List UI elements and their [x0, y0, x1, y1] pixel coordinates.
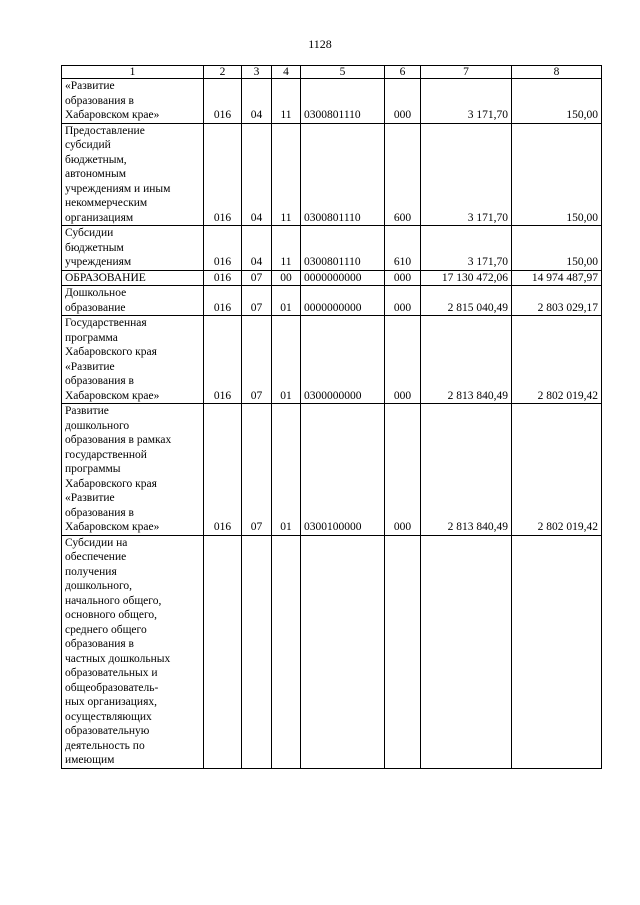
cell-amount-2 [512, 535, 602, 768]
column-header: 8 [512, 66, 602, 79]
cell-ministry-code: 016 [204, 286, 242, 316]
cell-subsection: 00 [272, 270, 301, 286]
cell-target-article: 0300801110 [301, 79, 385, 124]
cell-target-article [301, 535, 385, 768]
cell-amount-1: 3 171,70 [421, 79, 512, 124]
cell-section: 04 [242, 123, 272, 226]
cell-target-article: 0000000000 [301, 270, 385, 286]
cell-expense-type: 000 [385, 270, 421, 286]
cell-section: 07 [242, 270, 272, 286]
column-header: 3 [242, 66, 272, 79]
cell-section [242, 535, 272, 768]
budget-table [61, 65, 602, 769]
cell-amount-1: 3 171,70 [421, 226, 512, 271]
cell-expense-type: 000 [385, 79, 421, 124]
cell-section: 07 [242, 404, 272, 536]
row-name: Субсидии на обеспечение получения дошкольного, начального общего, основного общего, среднего общего образования в частных дошкольных образовательных и общеобразователь- ных организациях, осуществляющих образовательную деятельность по имеющим [62, 535, 204, 768]
cell-subsection: 01 [272, 286, 301, 316]
row-name: Государственная программа Хабаровского края «Развитие образования в Хабаровском крае» [62, 316, 204, 404]
cell-amount-2: 150,00 [512, 123, 602, 226]
cell-ministry-code: 016 [204, 316, 242, 404]
table-row [62, 404, 602, 536]
row-name: «Развитие образования в Хабаровском крае» [62, 79, 204, 124]
cell-ministry-code: 016 [204, 270, 242, 286]
cell-ministry-code: 016 [204, 404, 242, 536]
cell-amount-2: 150,00 [512, 79, 602, 124]
page-number: 1128 [308, 37, 332, 51]
cell-amount-2: 14 974 487,97 [512, 270, 602, 286]
column-header: 4 [272, 66, 301, 79]
cell-amount-2: 2 802 019,42 [512, 404, 602, 536]
cell-target-article: 0300801110 [301, 123, 385, 226]
cell-target-article: 0300801110 [301, 226, 385, 271]
cell-subsection: 11 [272, 123, 301, 226]
cell-ministry-code: 016 [204, 123, 242, 226]
cell-ministry-code [204, 535, 242, 768]
table-row [62, 286, 602, 316]
cell-subsection: 11 [272, 226, 301, 271]
cell-expense-type: 000 [385, 316, 421, 404]
row-name: Субсидии бюджетным учреждениям [62, 226, 204, 271]
column-header: 1 [62, 66, 204, 79]
cell-amount-1: 2 813 840,49 [421, 404, 512, 536]
table-row [62, 79, 602, 124]
cell-expense-type [385, 535, 421, 768]
row-name: Дошкольное образование [62, 286, 204, 316]
cell-amount-2: 2 802 019,42 [512, 316, 602, 404]
cell-amount-1: 2 815 040,49 [421, 286, 512, 316]
cell-ministry-code: 016 [204, 79, 242, 124]
cell-section: 07 [242, 316, 272, 404]
cell-amount-1 [421, 535, 512, 768]
cell-expense-type: 000 [385, 404, 421, 536]
cell-target-article: 0000000000 [301, 286, 385, 316]
cell-subsection [272, 535, 301, 768]
cell-amount-1: 3 171,70 [421, 123, 512, 226]
table-row [62, 123, 602, 226]
row-name: Предоставление субсидий бюджетным, автономным учреждениям и иным некоммерческим организациям [62, 123, 204, 226]
cell-section: 04 [242, 79, 272, 124]
column-header: 6 [385, 66, 421, 79]
column-header: 7 [421, 66, 512, 79]
cell-target-article: 0300000000 [301, 316, 385, 404]
cell-ministry-code: 016 [204, 226, 242, 271]
cell-section: 07 [242, 286, 272, 316]
row-name: ОБРАЗОВАНИЕ [62, 270, 204, 286]
table-row [62, 270, 602, 286]
column-header: 5 [301, 66, 385, 79]
table-header-row [62, 66, 602, 79]
cell-subsection: 01 [272, 316, 301, 404]
cell-section: 04 [242, 226, 272, 271]
cell-expense-type: 000 [385, 286, 421, 316]
cell-subsection: 11 [272, 79, 301, 124]
table-row [62, 316, 602, 404]
cell-amount-2: 150,00 [512, 226, 602, 271]
cell-amount-2: 2 803 029,17 [512, 286, 602, 316]
row-name: Развитие дошкольного образования в рамках государственной программы Хабаровского края «Развитие образования в Хабаровском крае» [62, 404, 204, 536]
column-header: 2 [204, 66, 242, 79]
cell-target-article: 0300100000 [301, 404, 385, 536]
table-row [62, 226, 602, 271]
cell-subsection: 01 [272, 404, 301, 536]
table-row [62, 535, 602, 768]
cell-amount-1: 17 130 472,06 [421, 270, 512, 286]
cell-expense-type: 610 [385, 226, 421, 271]
cell-amount-1: 2 813 840,49 [421, 316, 512, 404]
cell-expense-type: 600 [385, 123, 421, 226]
